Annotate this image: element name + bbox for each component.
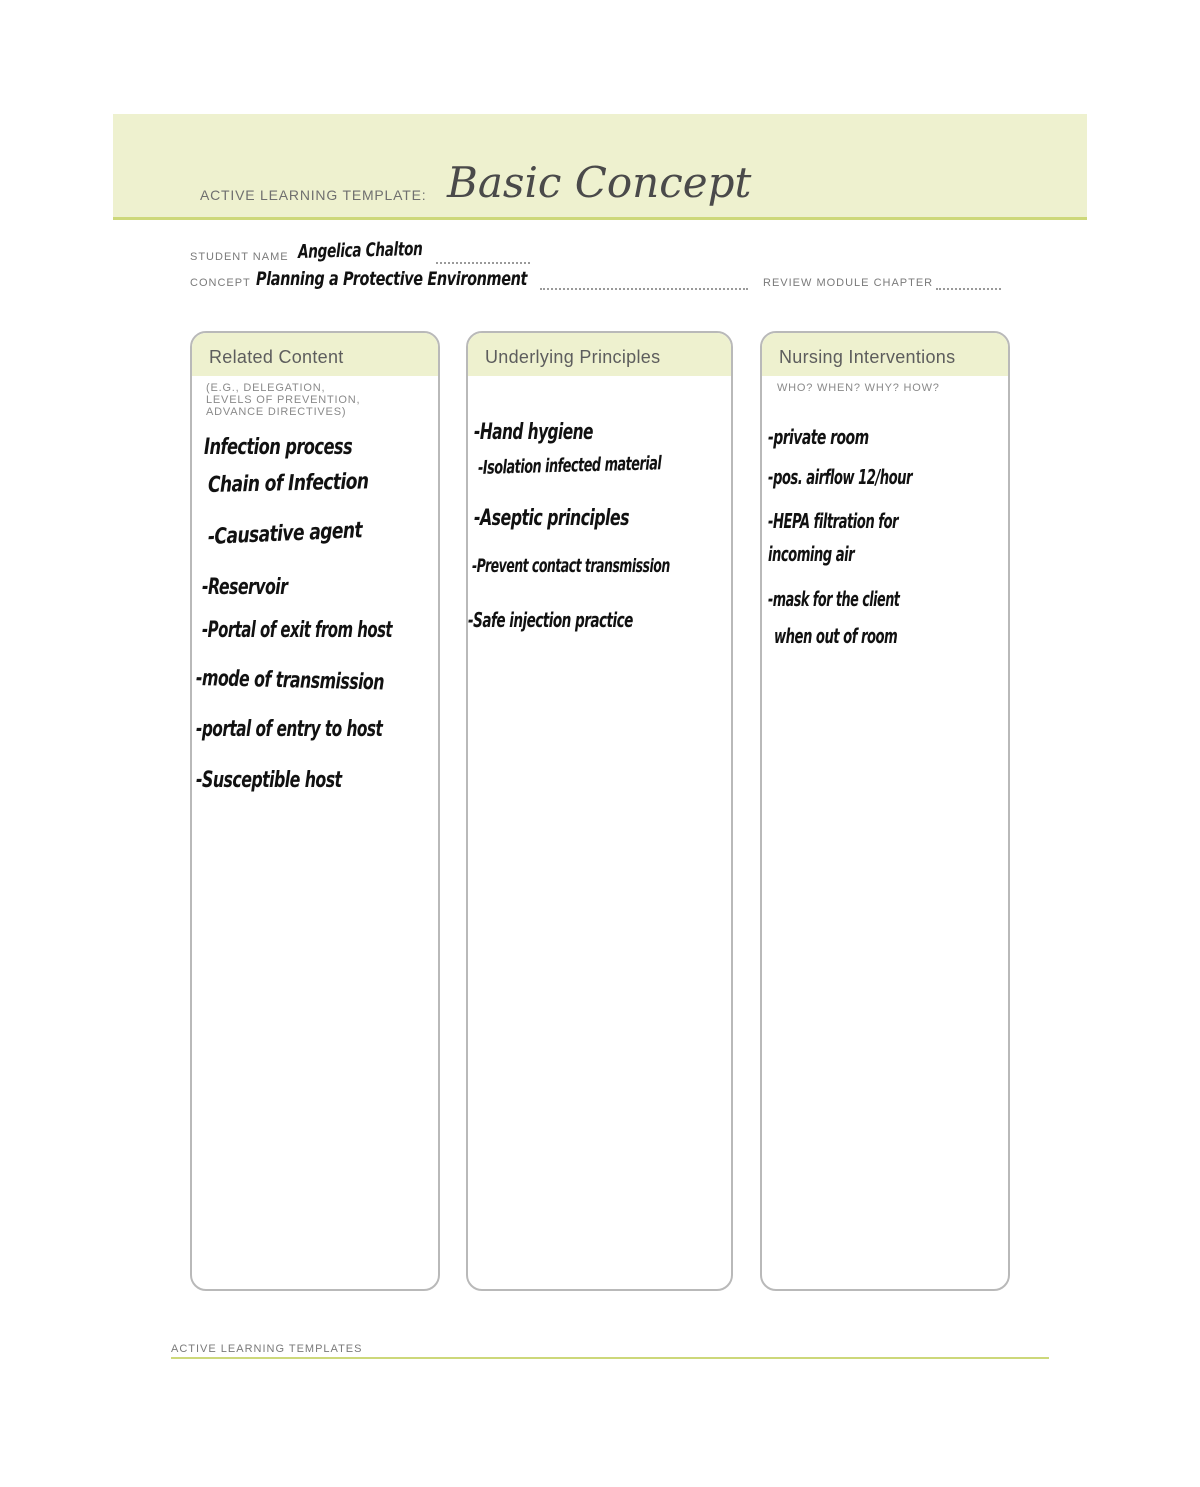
principle-entry: -Prevent contact transmission: [472, 555, 670, 577]
nursing-interventions-panel: [760, 331, 1010, 1291]
related-entry: Chain of Infection: [207, 469, 369, 498]
intervention-entry: -HEPA filtration for: [768, 509, 898, 533]
principle-entry: -Isolation infected material: [477, 452, 662, 479]
student-name-dotted-line: [436, 262, 530, 264]
intervention-entry: -pos. airflow 12/hour: [768, 465, 913, 489]
review-module-label: REVIEW MODULE CHAPTER: [763, 277, 934, 289]
template-label: ACTIVE LEARNING TEMPLATE:: [200, 187, 427, 203]
related-entry: -portal of entry to host: [196, 717, 383, 742]
nursing-interventions-subtitle: WHO? WHEN? WHY? HOW?: [777, 382, 940, 394]
related-content-subtitle: (E.G., DELEGATION, LEVELS OF PREVENTION, ADVANCE DIRECTIVES): [206, 382, 361, 418]
related-entry: -Portal of exit from host: [202, 618, 393, 643]
underlying-principles-title: Underlying Principles: [468, 333, 731, 376]
student-name-value: Angelica Chalton: [297, 237, 423, 263]
related-content-title: Related Content: [192, 333, 438, 376]
footer-label: ACTIVE LEARNING TEMPLATES: [171, 1343, 363, 1355]
underlying-principles-subtitle: [468, 376, 731, 382]
related-entry: Infection process: [204, 435, 353, 460]
concept-dotted-line: [540, 288, 748, 290]
page-title: Basic Concept: [447, 158, 752, 207]
related-entry: -mode of transmission: [195, 666, 385, 696]
review-module-dotted-line: [936, 288, 1001, 290]
principle-entry: -Hand hygiene: [474, 420, 593, 445]
related-entry: -Causative agent: [207, 518, 363, 550]
principle-entry: -Aseptic principles: [474, 506, 629, 531]
intervention-entry: incoming air: [768, 542, 855, 566]
related-entry: -Susceptible host: [196, 768, 342, 793]
underlying-principles-panel: [466, 331, 733, 1291]
related-content-panel: [190, 331, 440, 1291]
related-entry: -Reservoir: [202, 575, 288, 600]
concept-value: Planning a Protective Environment: [256, 268, 528, 290]
student-name-label: STUDENT NAME: [190, 251, 289, 263]
footer-rule: [171, 1357, 1049, 1359]
concept-label: CONCEPT: [190, 277, 251, 289]
intervention-entry: when out of room: [774, 624, 898, 648]
principle-entry: -Safe injection practice: [468, 608, 633, 632]
nursing-interventions-title: Nursing Interventions: [762, 333, 1008, 376]
intervention-entry: -private room: [768, 425, 869, 449]
intervention-entry: -mask for the client: [768, 587, 900, 611]
